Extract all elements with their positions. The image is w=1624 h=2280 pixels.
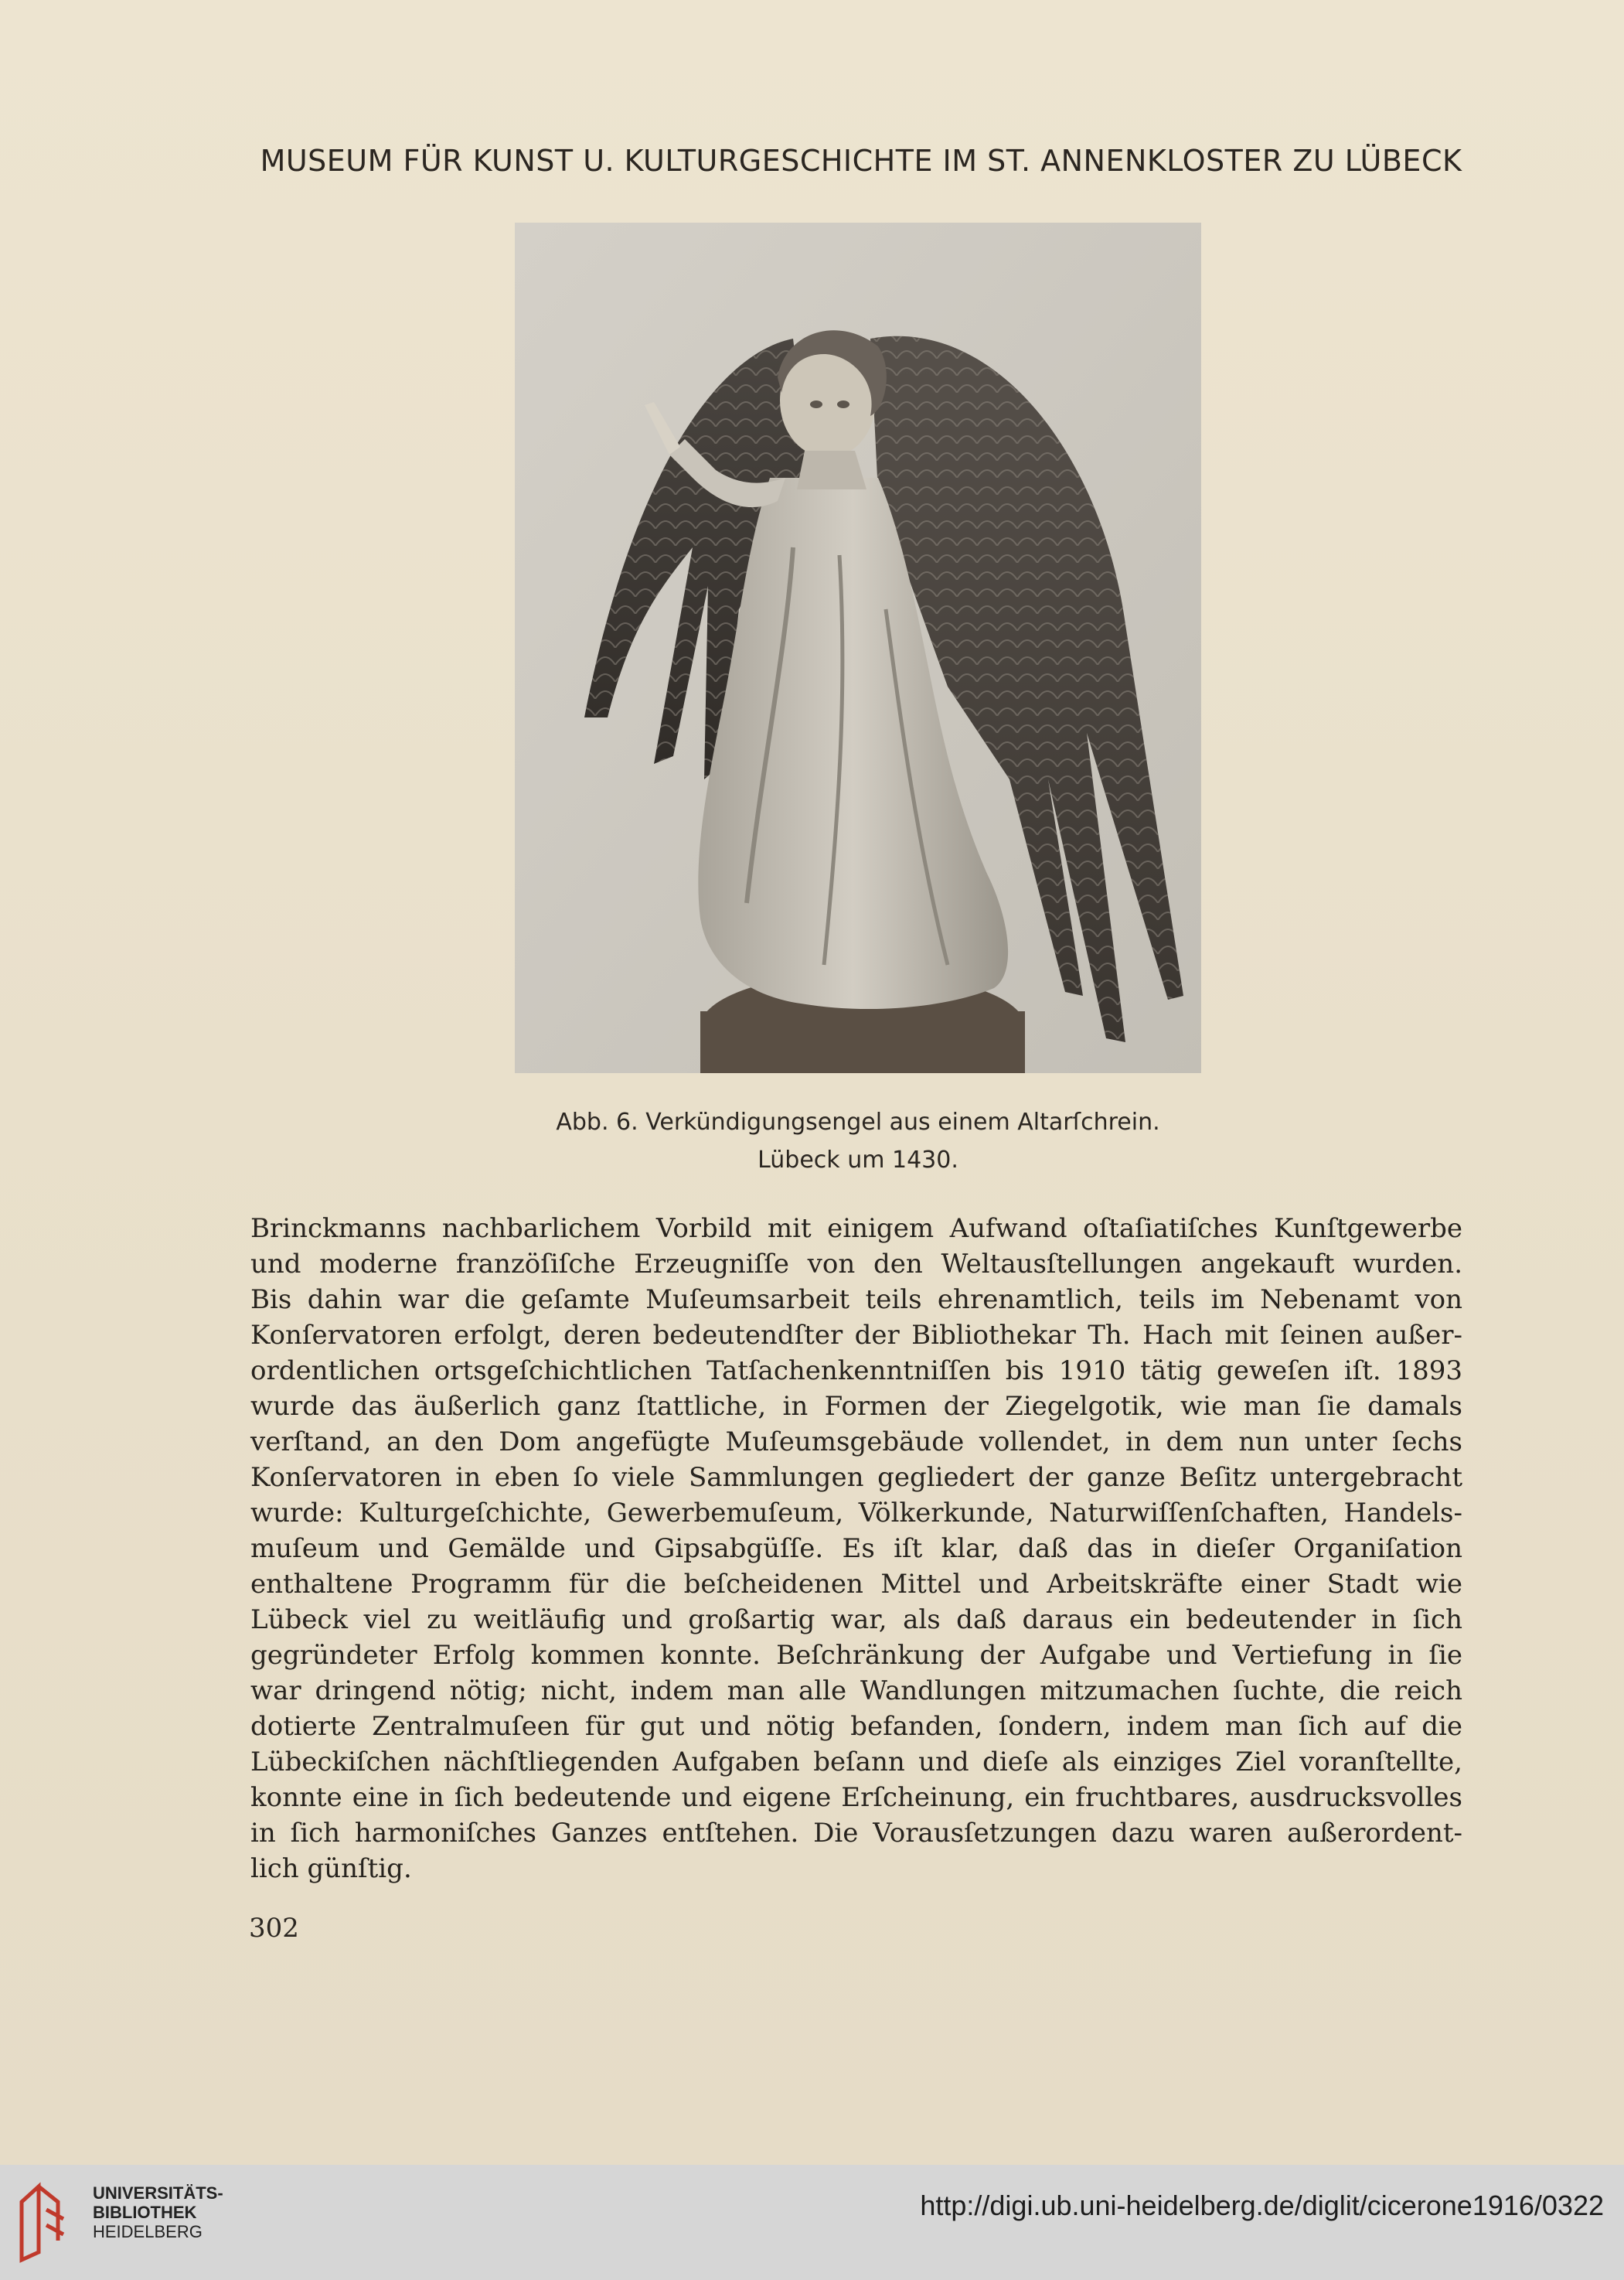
text-line: lich günſtig. [250, 1853, 412, 1884]
body-paragraph [250, 1211, 1462, 1886]
library-name-line1: UNIVERSITÄTS- [93, 2183, 223, 2203]
text-line: gegründeter Erfolg kommen konnte. Beſchränkung der Aufgabe und Vertiefung in ſie [250, 1640, 1462, 1671]
page-number: 302 [249, 1913, 299, 1944]
text-line: ordentlichen ortsgeſchichtlichen Tatſachenkenntniſſen bis 1910 tätig geweſen iſt. 1893 [250, 1355, 1462, 1386]
library-name [93, 2183, 223, 2241]
figure-caption-date: Lübeck um 1430. [758, 1147, 958, 1174]
text-line: Lübeck viel zu weitläufig und großartig war, als daß daraus ein bedeutender in ſich [250, 1604, 1462, 1635]
text-line: wurde: Kulturgeſchichte, Gewerbemuſeum, Völkerkunde, Naturwiſſenſchaften, Handels- [250, 1498, 1462, 1529]
text-line: dotierte Zentralmuſeen für gut und nötig befanden, ſondern, indem man ſich auf die [250, 1711, 1462, 1742]
text-line: und moderne franzöſiſche Erzeugniſſe von den Weltausſtellungen angekauft wurden. [250, 1249, 1462, 1280]
text-line: wurde das äußerlich ganz ſtattliche, in Formen der Ziegelgotik, wie man ſie damals [250, 1391, 1462, 1422]
university-library-logo-icon[interactable] [15, 2179, 70, 2264]
angel-sculpture-illustration [515, 223, 1201, 1073]
text-line: Lübeckiſchen nächſtliegenden Aufgaben beſann und dieſe als einziges Ziel voranſtellte, [250, 1747, 1462, 1777]
text-line: Brinckmanns nachbarlichem Vorbild mit einigem Aufwand oſtaſiatiſches Kunſtgewerbe [250, 1213, 1462, 1244]
text-line: enthaltene Programm für die beſcheidenen Mittel und Arbeitskräfte einer Stadt wie [250, 1569, 1462, 1600]
angel-sculpture-photo [515, 223, 1201, 1073]
text-line: Konſervatoren erfolgt, deren bedeutendſter der Bibliothekar Th. Hach mit ſeinen außer- [250, 1320, 1462, 1351]
source-url-link[interactable]: http://digi.ub.uni-heidelberg.de/diglit/cicerone1916/0322 [920, 2190, 1604, 2221]
text-line: konnte eine in ſich bedeutende und eigene Erſcheinung, ein fruchtbares, ausdrucksvolles [250, 1782, 1462, 1813]
text-line: war dringend nötig; nicht, indem man alle Wandlungen mitzumachen ſuchte, die reich [250, 1675, 1462, 1706]
library-name-line3: HEIDELBERG [93, 2222, 203, 2241]
figure-caption: Abb. 6. Verkündigungsengel aus einem Altarſchrein. [556, 1109, 1160, 1136]
text-line: Bis dahin war die geſamte Muſeumsarbeit teils ehrenamtlich, teils im Nebenamt von [250, 1284, 1462, 1315]
text-line: muſeum und Gemälde und Gipsabgüſſe. Es iſt klar, daß das in dieſer Organiſation [250, 1533, 1462, 1564]
footer-bar [0, 2165, 1624, 2280]
text-line: Konſervatoren in eben ſo viele Sammlungen gegliedert der ganze Beſitz untergebracht [250, 1462, 1462, 1493]
text-line: verſtand, an den Dom angefügte Muſeumsgebäude vollendet, in dem nun unter ſechs [250, 1426, 1462, 1457]
library-name-line2: BIBLIOTHEK [93, 2203, 197, 2222]
page-running-title: MUSEUM FÜR KUNST U. KULTURGESCHICHTE IM ST. ANNENKLOSTER ZU LÜBECK [260, 144, 1462, 178]
text-line: in ſich harmoniſches Ganzes entſtehen. Die Vorausſetzungen dazu waren außerordent- [250, 1818, 1462, 1849]
